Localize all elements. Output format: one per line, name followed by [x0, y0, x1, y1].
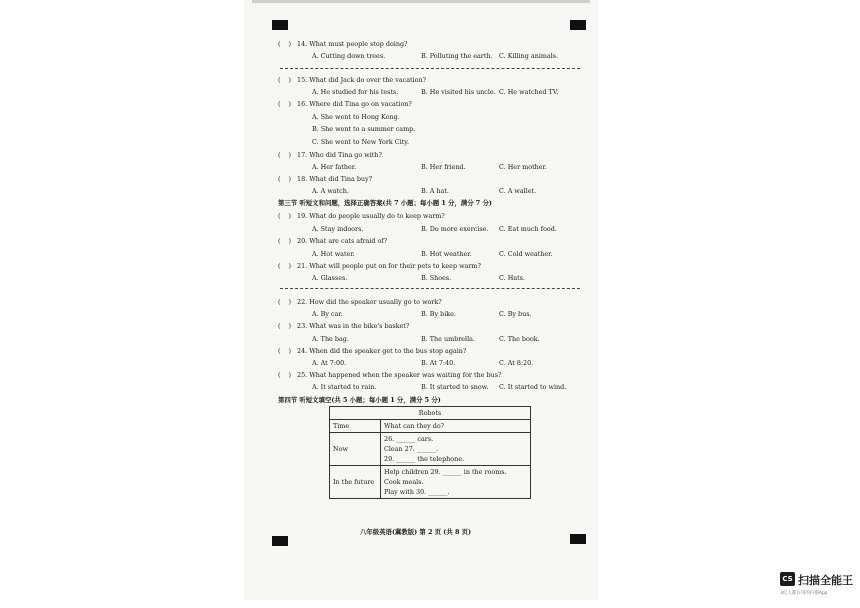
section-3-heading: 第三节 听短文和问题，选择正确答案(共 7 小题；每小题 1 分，满分 7 分) — [278, 199, 492, 207]
option-b: B. The umbrella. — [421, 335, 475, 343]
option-c: C. It started to wind. — [499, 383, 567, 391]
dashed-divider — [280, 288, 580, 289]
answer-blank — [278, 212, 297, 220]
question-20: ( )20. What are cats afraid of? — [278, 237, 387, 245]
table-title: Robots — [330, 407, 531, 420]
question-21: ( )21. What will people put on for their pets to keep warm? — [278, 262, 481, 270]
future-label: In the future — [330, 466, 381, 499]
option-b: B. At 7:40. — [421, 359, 456, 367]
option-a: A. Glasses. — [312, 274, 348, 282]
now-line: 29. ______ the telephone. — [384, 455, 465, 463]
option-c: C. Cold weather. — [499, 250, 553, 258]
answer-blank — [278, 347, 297, 355]
option-c: C. Eat much food. — [499, 225, 557, 233]
answer-blank — [278, 100, 297, 108]
option-a: A. Her father. — [312, 163, 357, 171]
option-a: A. A watch. — [312, 187, 349, 195]
registration-mark — [570, 20, 586, 30]
question-22: ( )22. How did the speaker usually go to work? — [278, 298, 442, 306]
question-24: ( )24. When did the speaker get to the bus stop again? — [278, 347, 466, 355]
answer-blank — [278, 262, 297, 270]
now-label: Now — [330, 433, 381, 466]
option-a: A. She went to Hong Kong. — [312, 113, 400, 121]
registration-mark — [570, 534, 586, 544]
answer-blank — [278, 151, 297, 159]
option-c: C. At 8:20. — [499, 359, 534, 367]
option-c: C. Hats. — [499, 274, 525, 282]
future-cell — [381, 466, 531, 499]
question-17: ( )17. Who did Tina go with? — [278, 151, 382, 159]
option-c: C. Her mother. — [499, 163, 547, 171]
question-23: ( )23. What was in the bike's basket? — [278, 322, 409, 330]
option-b: B. A hat. — [421, 187, 449, 195]
answer-blank — [278, 76, 297, 84]
option-b: B. Hot weather. — [421, 250, 472, 258]
option-c: C. A wallet. — [499, 187, 537, 195]
question-19: ( )19. What do people usually do to keep warm? — [278, 212, 445, 220]
answer-blank — [278, 371, 297, 379]
answer-blank — [278, 175, 297, 183]
option-a: A. Cutting down trees. — [312, 52, 386, 60]
option-a: A. Stay indoors. — [312, 225, 364, 233]
option-b: B. Shoes. — [421, 274, 452, 282]
time-value: What can they do? — [381, 420, 531, 433]
now-cell — [381, 433, 531, 466]
option-b: B. By bike. — [421, 310, 456, 318]
future-line: Play with 30. ______. — [384, 488, 450, 496]
registration-mark — [272, 20, 288, 30]
option-a: A. At 7:00. — [312, 359, 347, 367]
page-footer: 八年级英语(冀教版) 第 2 页 (共 8 页) — [360, 528, 472, 536]
registration-mark — [272, 536, 288, 546]
option-b: B. Polluting the earth. — [421, 52, 493, 60]
answer-blank — [278, 298, 297, 306]
question-15: ( )15. What did Jack do over the vacation? — [278, 76, 426, 84]
top-edge-line — [252, 0, 590, 3]
option-b: B. She went to a summer camp. — [312, 125, 416, 133]
option-c: C. He watched TV. — [499, 88, 559, 96]
option-a: A. Hot water. — [312, 250, 355, 258]
option-c: C. Killing animals. — [499, 52, 559, 60]
now-line: 26. ______ cars. — [384, 435, 434, 443]
watermark-app-name: 扫描全能王 — [798, 574, 853, 587]
option-a: A. It started to rain. — [312, 383, 377, 391]
robots-table — [329, 406, 531, 499]
option-a: A. He studied for his tests. — [312, 88, 399, 96]
dashed-divider — [280, 68, 580, 69]
question-18: ( )18. What did Tina buy? — [278, 175, 372, 183]
option-c: C. She went to New York City. — [312, 138, 410, 146]
answer-blank — [278, 322, 297, 330]
future-line: Cook meals. — [384, 478, 424, 486]
option-c: C. By bus. — [499, 310, 532, 318]
option-b: B. Do more exercise. — [421, 225, 489, 233]
watermark-tagline: 3亿人都在用的扫描App — [780, 591, 828, 596]
answer-blank — [278, 40, 297, 48]
question-14: ( )14. What must people stop doing? — [278, 40, 407, 48]
option-b: B. He visited his uncle. — [421, 88, 496, 96]
future-line: Help children 29. ______ in the rooms. — [384, 468, 507, 476]
option-b: B. Her friend. — [421, 163, 466, 171]
camscanner-logo-icon: CS — [780, 572, 795, 586]
now-line: Clean 27. ______. — [384, 445, 439, 453]
question-16: ( )16. Where did Tina go on vacation? — [278, 100, 412, 108]
option-a: A. The bag. — [312, 335, 349, 343]
option-a: A. By car. — [312, 310, 343, 318]
option-c: C. The book. — [499, 335, 540, 343]
section-4-heading: 第四节 听短文填空(共 5 小题；每小题 1 分，满分 5 分) — [278, 396, 441, 404]
time-label: Time — [330, 420, 381, 433]
answer-blank — [278, 237, 297, 245]
question-25: ( )25. What happened when the speaker was waiting for the bus? — [278, 371, 501, 379]
option-b: B. It started to snow. — [421, 383, 489, 391]
